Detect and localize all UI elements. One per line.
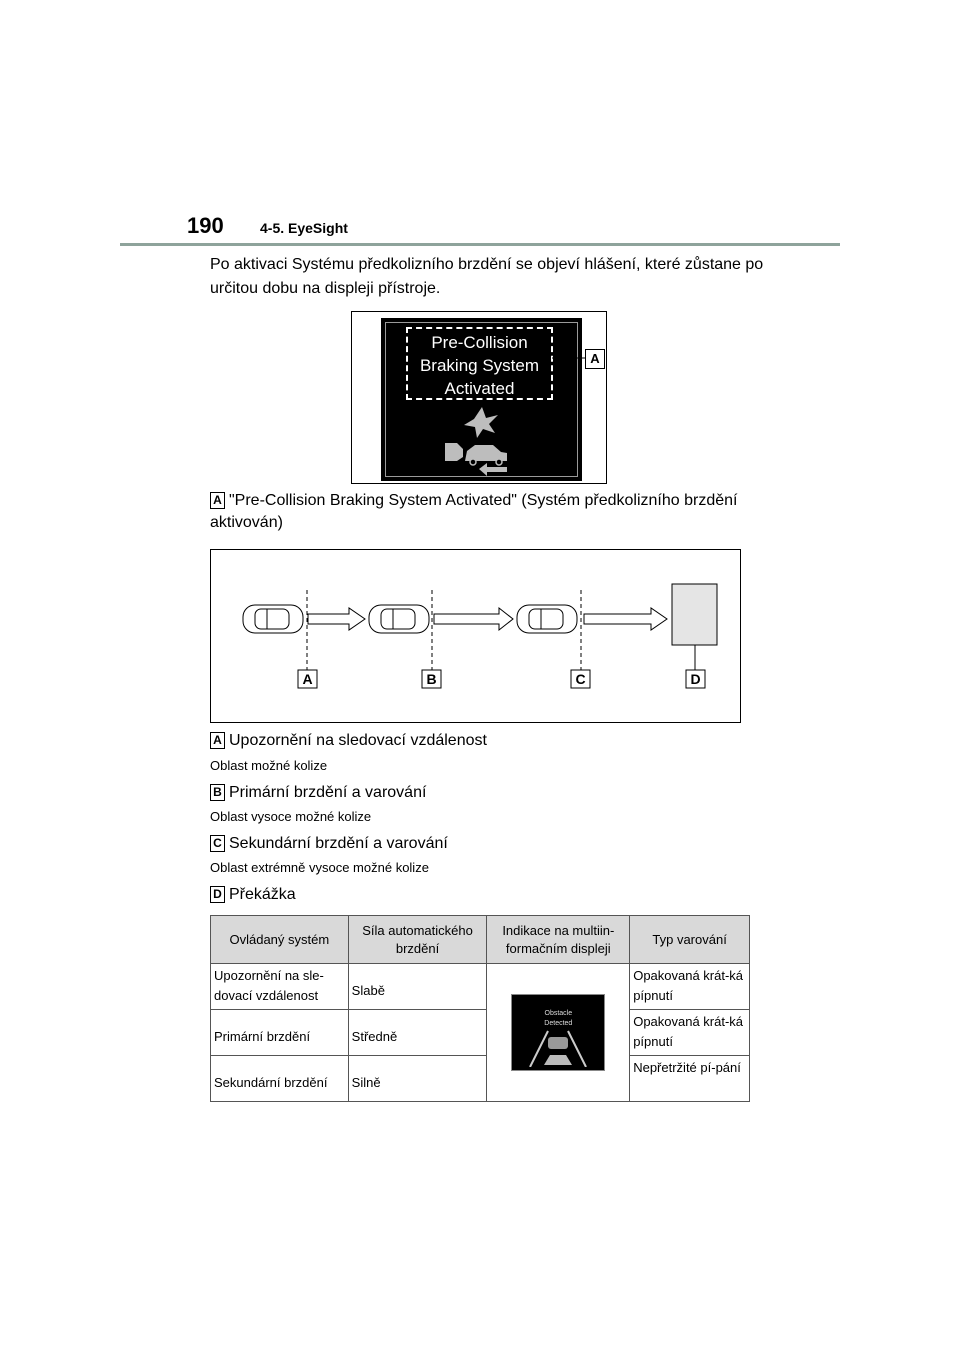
display-text: Detected	[544, 1020, 573, 1027]
zone-item-d	[210, 884, 296, 906]
message-line: Braking System	[419, 356, 540, 375]
zone-item-b	[210, 782, 426, 804]
obstacle-detected-display	[511, 994, 605, 1071]
page-number: 190	[187, 213, 224, 238]
warning-cell: Opakovaná krát-ká pípnutí	[630, 964, 750, 1010]
label-badge: A	[210, 732, 225, 749]
car-icon-b	[369, 605, 429, 633]
system-cell: Upozornění na sle-dovací vzdálenost	[211, 964, 349, 1010]
arrow-2	[434, 608, 513, 630]
zone-item-c	[210, 833, 448, 855]
zone-description: Oblast vysoce možné kolize	[210, 809, 372, 824]
zone-title: Sekundární brzdění a varování	[229, 835, 448, 852]
table-header-row	[211, 916, 750, 964]
intro-paragraph: Po aktivaci Systému předkolizního brzdění se objeví hlášení, které zůstane po určitou dobu na displeji přístroje.	[210, 256, 764, 297]
header-divider	[120, 243, 840, 246]
zone-description: Oblast extrémně vysoce možné kolize	[210, 860, 429, 875]
column-header: Ovládaný systém	[211, 916, 349, 964]
table-row	[211, 1056, 750, 1102]
zone-item-a	[210, 730, 487, 752]
figure-label-a: A	[585, 349, 605, 369]
table-row	[211, 964, 750, 1010]
warning-table	[210, 915, 750, 1102]
zone-title: Upozornění na sledovací vzdálenost	[229, 732, 487, 749]
zone-title: Překážka	[229, 886, 296, 903]
car-icon-c	[517, 605, 577, 633]
display-text: Obstacle	[544, 1010, 573, 1017]
label-badge: A	[210, 492, 225, 509]
column-header: Síla automatického brzdění	[348, 916, 487, 964]
message-line: Pre-Collision	[431, 333, 528, 352]
collision-icon	[437, 405, 527, 477]
arrow-3	[584, 608, 667, 630]
strength-cell: Středně	[348, 1010, 487, 1056]
label-badge: B	[210, 784, 225, 801]
label-badge: D	[210, 886, 225, 903]
collision-zone-diagram	[210, 549, 741, 723]
message-box	[406, 327, 553, 400]
message-line: Activated	[444, 379, 515, 398]
arrow-1	[308, 608, 365, 630]
strength-cell: Silně	[348, 1056, 487, 1102]
obstacle-box	[672, 584, 717, 645]
display-message-figure	[351, 311, 607, 484]
column-header: Indikace na multiin-formačním displeji	[487, 916, 630, 964]
column-header: Typ varování	[630, 916, 750, 964]
strength-cell: Slabě	[348, 964, 487, 1010]
system-cell: Primární brzdění	[211, 1010, 349, 1056]
table-row	[211, 1010, 750, 1056]
zone-title: Primární brzdění a varování	[229, 784, 427, 801]
callout-text: "Pre-Collision Braking System Activated" (Systém předkolizního brzdění aktivován)	[210, 492, 738, 531]
road-car-icon	[522, 1027, 594, 1067]
label-badge: C	[210, 835, 225, 852]
callout-a	[210, 490, 770, 534]
zone-description: Oblast možné kolize	[210, 758, 328, 773]
section-title: 4-5. EyeSight	[260, 220, 348, 236]
warning-cell: Opakovaná krát-ká pípnutí	[630, 1010, 750, 1056]
instrument-display	[381, 318, 582, 481]
zone-label-d: D	[690, 671, 701, 687]
zone-label-b: B	[426, 671, 437, 687]
warning-cell: Nepřetržité pí-pání	[630, 1056, 750, 1102]
car-icon-a	[243, 605, 303, 633]
zone-label-a: A	[302, 671, 313, 687]
zone-label-c: C	[575, 671, 586, 687]
system-cell: Sekundární brzdění	[211, 1056, 349, 1102]
display-cell	[487, 964, 630, 1102]
